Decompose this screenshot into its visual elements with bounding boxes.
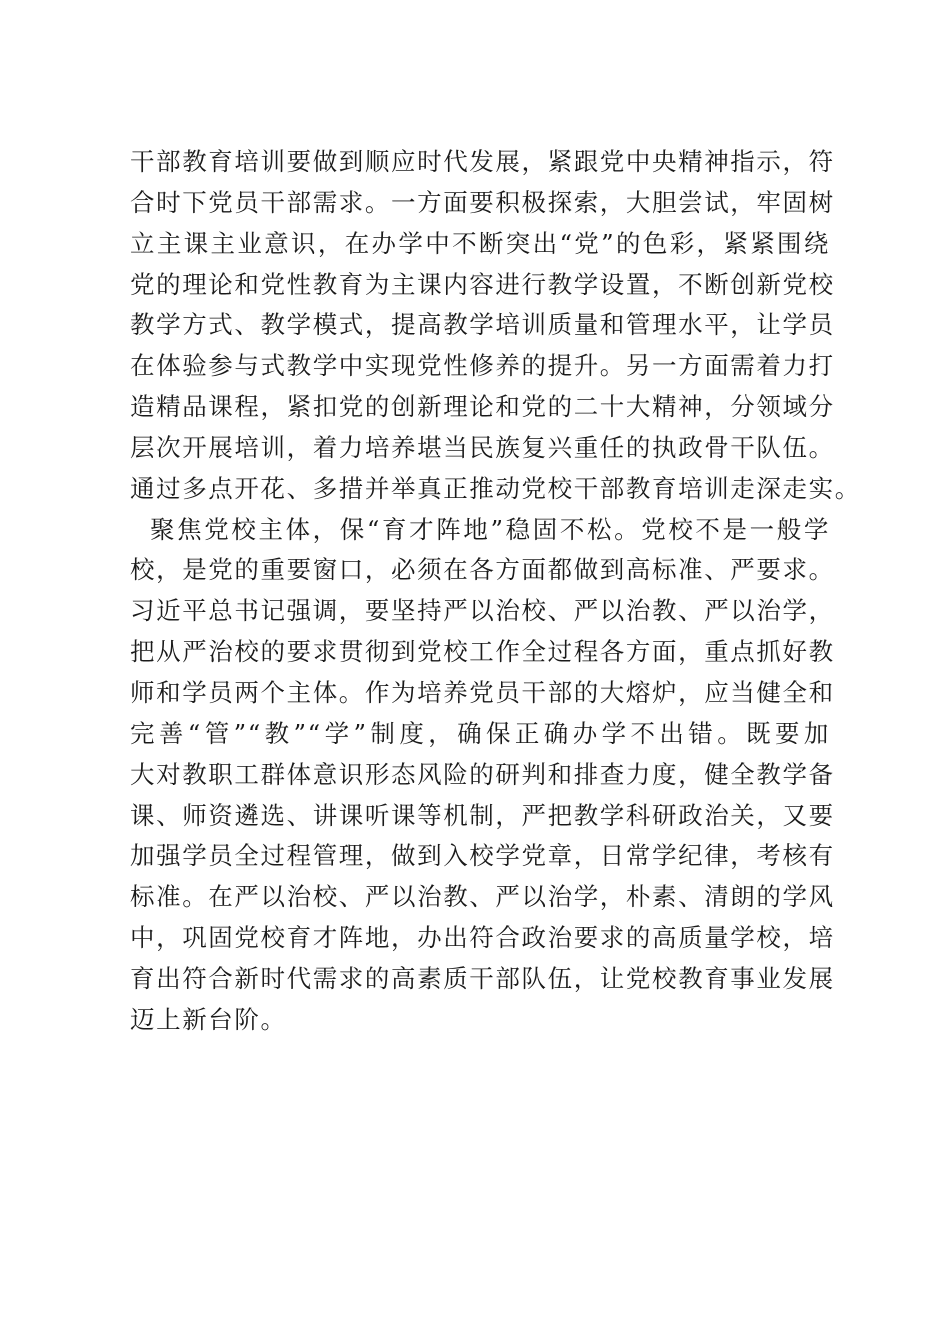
text-line: 校，是党的重要窗口，必须在各方面都做到高标准、严要求。 <box>130 555 835 585</box>
text-line: 合时下党员干部需求。一方面要积极探索，大胆尝试，牢固树 <box>130 187 835 217</box>
text-line: 层次开展培训，着力培养堪当民族复兴重任的执政骨干队伍。 <box>130 432 835 462</box>
text-line: 干部教育培训要做到顺应时代发展，紧跟党中央精神指示，符 <box>130 147 835 176</box>
paragraph-1 <box>130 142 861 510</box>
text-line: 中，巩固党校育才阵地，办出符合政治要求的高质量学校，培 <box>130 923 835 953</box>
text-line: 党的理论和党性教育为主课内容进行教学设置，不断创新党校 <box>130 269 835 299</box>
text-line: 立主课主业意识，在办学中不断突出“党”的色彩，紧紧围绕 <box>130 228 830 258</box>
paragraph-2 <box>130 510 835 1041</box>
text-line: 标准。在严以治校、严以治教、严以治学，朴素、清朗的学风 <box>130 882 835 912</box>
text-line: 造精品课程，紧扣党的创新理论和党的二十大精神，分领域分 <box>130 392 835 422</box>
text-line: 大对教职工群体意识形态风险的研判和排查力度，健全教学备 <box>130 759 835 789</box>
text-line: 习近平总书记强调，要坚持严以治校、严以治教、严以治学， <box>130 596 835 626</box>
text-line: 迈上新台阶。 <box>130 1004 287 1034</box>
text-line: 在体验参与式教学中实现党性修养的提升。另一方面需着力打 <box>130 351 835 381</box>
body-text <box>130 142 861 1041</box>
text-line: 完善“管”“教”“学”制度，确保正确办学不出错。既要加 <box>130 718 830 748</box>
text-line: 把从严治校的要求贯彻到党校工作全过程各方面，重点抓好教 <box>130 637 835 667</box>
text-line: 通过多点开花、多措并举真正推动党校干部教育培训走深走实。 <box>130 473 861 503</box>
text-line: 师和学员两个主体。作为培养党员干部的大熔炉，应当健全和 <box>130 677 835 707</box>
text-line: 育出符合新时代需求的高素质干部队伍，让党校教育事业发展 <box>130 963 835 993</box>
text-line: 教学方式、教学模式，提高教学培训质量和管理水平，让学员 <box>130 310 835 340</box>
text-line: 课、师资遴选、讲课听课等机制，严把教学科研政治关，又要 <box>130 800 835 830</box>
text-line: 聚焦党校主体，保“育才阵地”稳固不松。党校不是一般学 <box>150 514 830 544</box>
text-line: 加强学员全过程管理，做到入校学党章，日常学纪律，考核有 <box>130 841 835 871</box>
